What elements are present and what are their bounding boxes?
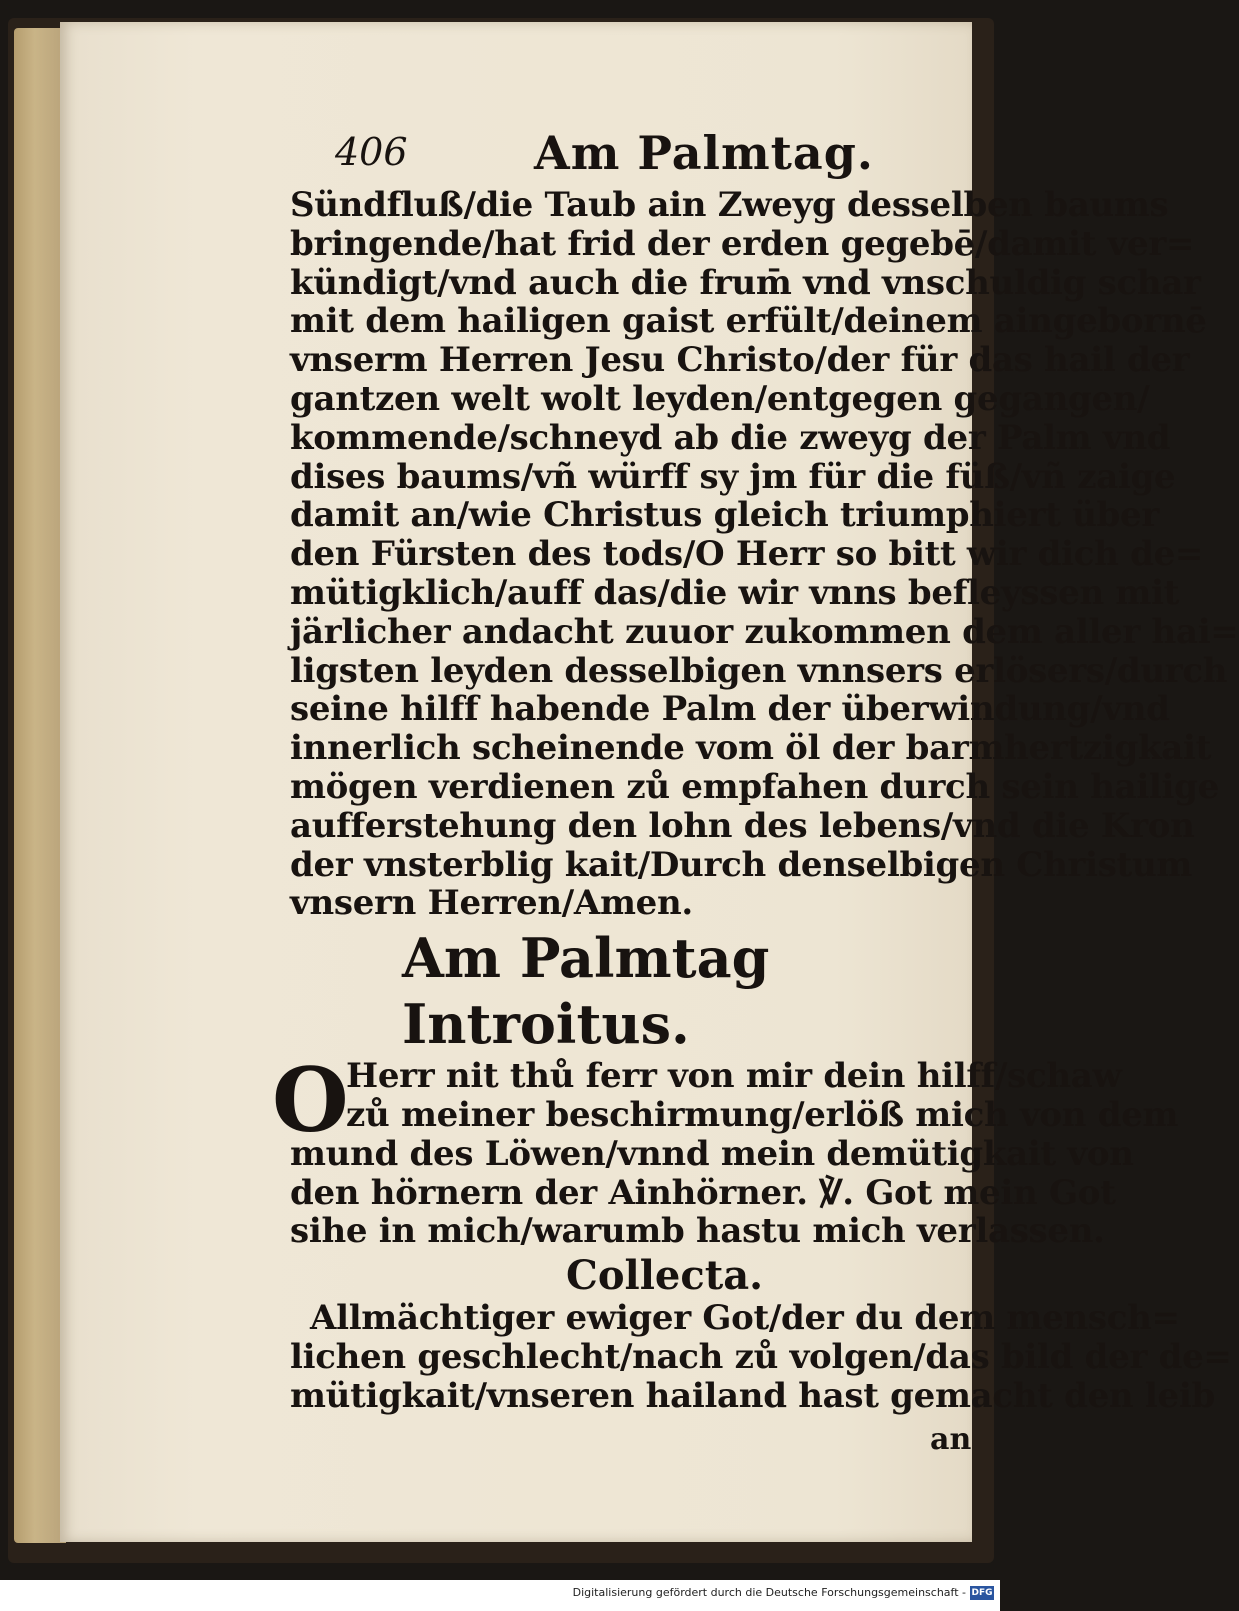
page-text [230,122,1239,1457]
text-line: zů meiner beschirmung/erlöß mich von dem [346,1094,1179,1135]
text-line: mund des Löwen/vnnd mein demütigkait von [290,1133,1134,1174]
text-line: mütigklich/auff das/die wir vnns befleyssen mit [290,572,1180,613]
text-line: den Fürsten des tods/O Herr so bitt wir dich de= [290,534,1204,575]
catchword: an [930,1421,972,1457]
text-line: bringende/hat frid der erden gegebē/damit ver= [290,223,1195,264]
text-line: dises baums/vñ würff sy jm für die füß/vñ zaige [290,456,1176,497]
text-line: mütigkait/vnseren hailand hast gemacht den leib [290,1375,1215,1416]
text-line: den hörnern der Ainhörner. ℣. Got mein Got [290,1172,1116,1213]
text-line: innerlich scheinende vom öl der barmhertzigkait [290,728,1212,769]
text-line: lichen geschlecht/nach zů volgen/das bild der de= [290,1336,1232,1377]
text-line: aufferstehung den lohn des lebens/vnd die Kron [290,805,1195,846]
text-line: damit an/wie Christus gleich triumphiert über [290,495,1159,536]
text-line: järlicher andacht zuuor zukommen dem aller hai= [290,611,1239,652]
drop-capital: O [272,1048,349,1153]
page-header [230,122,1010,186]
book-edge [14,28,66,1543]
introitus-paragraph [230,1048,1179,1252]
text-line: vnserm Herren Jesu Christo/der für das hail der [290,340,1190,381]
text-line: sihe in mich/warumb hastu mich verlassen. [290,1211,1105,1252]
section-heading-collecta: Collecta. [566,1252,764,1300]
text-line: kommende/schneyd ab die zweyg der Palm vnd [290,417,1171,458]
text-line: ligsten leyden desselbigen vnnsers erlösers/durch [290,650,1228,691]
digitization-footer [0,1580,1000,1611]
text-line: vnsern Herren/Amen. [290,883,693,924]
collecta-paragraph [230,1298,1232,1457]
text-line: Allmächtiger ewiger Got/der du dem mensch= [310,1298,1180,1339]
body-paragraph [230,185,1239,924]
running-head: Am Palmtag. [534,126,874,180]
text-line: seine hilff habende Palm der überwindung/vnd [290,689,1170,730]
section-heading-introitus: Am Palmtag Introitus. [402,926,770,1057]
text-line: der vnsterblig kait/Durch denselbigen Christum [290,844,1193,885]
text-line: Sündfluß/die Taub ain Zweyg desselben baums [290,185,1169,225]
dfg-logo: DFG [971,1588,993,1598]
text-line: mit dem hailigen gaist erfült/deinem aingebornē [290,301,1207,342]
text-line: Herr nit thů ferr von mir dein hilff/schaw [346,1056,1122,1097]
page-number: 406 [335,130,408,174]
text-line: kündigt/vnd auch die frum̄ vnd vnschuldig schar [290,262,1201,303]
footer-credit: Digitalisierung gefördert durch die Deutsche Forschungsgemeinschaft - [572,1586,966,1599]
text-line: mögen verdienen zů empfahen durch sein hailige [290,766,1219,807]
text-line: gantzen welt wolt leyden/entgegen gegangen/ [290,378,1150,419]
book-page [60,22,1239,1542]
